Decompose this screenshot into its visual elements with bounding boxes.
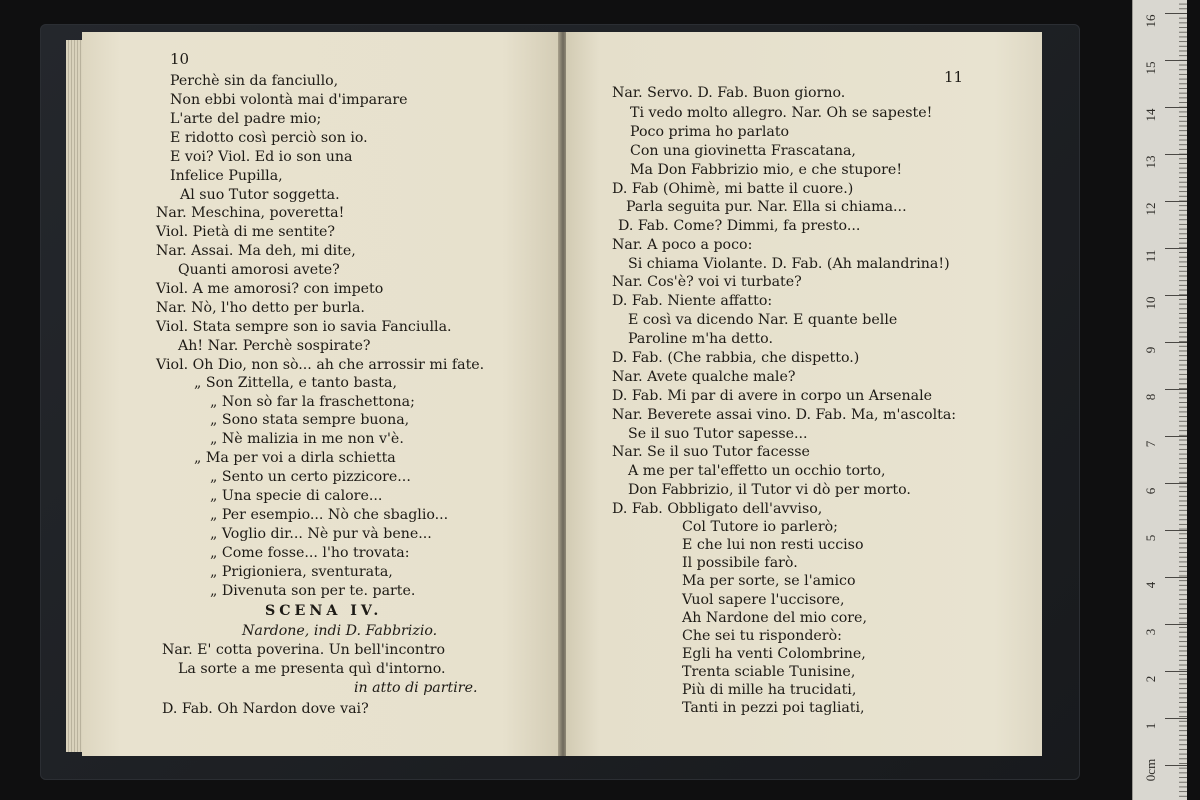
right-text-line: Egli ha venti Colombrine, [682,646,866,662]
ruler-number: 9 [1143,346,1158,354]
left-text-line: Viol. Oh Dio, non sò... ah che arrossir mi fate. [156,357,485,373]
right-text-line: D. Fab (Ohimè, mi batte il cuore.) [612,181,854,197]
ruler-number: 11 [1143,249,1158,263]
left-text-line: Al suo Tutor soggetta. [180,187,340,203]
left-text-line: E voi? Viol. Ed io son una [170,149,353,165]
right-page [566,32,1042,756]
left-text-line: „ Come fosse... l'ho trovata: [210,545,410,561]
right-text-line: Che sei tu risponderò: [682,628,842,644]
ruler-unit-label: 0cm [1143,758,1158,782]
left-text-line: Quanti amorosi avete? [178,262,340,278]
left-text-line: SCENA IV. [265,603,383,619]
left-text-line: E ridotto così perciò son io. [170,130,368,146]
ruler-number: 13 [1143,155,1158,169]
right-text-line: Ah Nardone del mio core, [682,610,867,626]
ruler-number: 10 [1143,296,1158,310]
left-text-line: Nar. E' cotta poverina. Un bell'incontro [162,642,446,658]
ruler-number: 8 [1143,393,1158,401]
right-page-number: 11 [944,68,964,86]
left-text-line: Infelice Pupilla, [170,168,283,184]
right-text-line: D. Fab. Obbligato dell'avviso, [612,501,823,517]
ruler-number: 1 [1143,722,1158,730]
right-text-line: Parla seguita pur. Nar. Ella si chiama... [626,199,907,215]
left-text-line: „ Divenuta son per te. parte. [210,583,416,599]
left-page-number: 10 [170,50,190,68]
left-text-line: „ Voglio dir... Nè pur và bene... [210,526,432,542]
ruler-number: 16 [1143,14,1158,28]
right-text-line: A me per tal'effetto un occhio torto, [628,463,886,479]
right-text-line: Ma Don Fabbrizio mio, e che stupore! [630,162,903,178]
right-text-line: Col Tutore io parlerò; [682,519,838,535]
left-text-line: Perchè sin da fanciullo, [170,73,339,89]
left-text-line: L'arte del padre mio; [170,111,322,127]
left-text-line: „ Non sò far la fraschettona; [210,394,415,410]
right-text-line: D. Fab. Mi par di avere in corpo un Arsenale [612,388,933,404]
left-text-line: D. Fab. Oh Nardon dove vai? [162,701,369,717]
ruler-number: 7 [1143,440,1158,448]
right-text-line: Vuol sapere l'uccisore, [682,592,845,608]
left-text-line: „ Sento un certo pizzicore... [210,469,411,485]
ruler-number: 12 [1143,202,1158,216]
left-text-line: Non ebbi volontà mai d'imparare [170,92,408,108]
right-text-line: Nar. A poco a poco: [612,237,753,253]
right-text-line: Con una giovinetta Frascatana, [630,143,856,159]
right-text-line: Paroline m'ha detto. [628,331,773,347]
left-text-line: „ Sono stata sempre buona, [210,412,410,428]
right-text-line: Trenta sciable Tunisine, [682,664,856,680]
right-text-line: Nar. Beverete assai vino. D. Fab. Ma, m'ascolta: [612,407,957,423]
left-text-line: „ Una specie di calore... [210,488,383,504]
right-text-line: Nar. Se il suo Tutor facesse [612,444,810,460]
right-text-line: E che lui non resti ucciso [682,537,864,553]
right-text-line: Ma per sorte, se l'amico [682,573,856,589]
left-text-line: „ Nè malizia in me non v'è. [210,431,404,447]
right-text-line: E così va dicendo Nar. E quante belle [628,312,898,328]
right-text-line: D. Fab. Come? Dimmi, fa presto... [618,218,861,234]
left-text-line: Nar. Nò, l'ho detto per burla. [156,300,365,316]
right-text-line: Nar. Avete qualche male? [612,369,796,385]
left-text-line: Nar. Meschina, poveretta! [156,205,345,221]
left-text-line: Nardone, indi D. Fabbrizio. [242,623,438,639]
right-text-line: Più di mille ha trucidati, [682,682,857,698]
right-text-line: D. Fab. (Che rabbia, che dispetto.) [612,350,860,366]
right-text-line: Nar. Cos'è? voi vi turbate? [612,274,802,290]
ruler-number: 6 [1143,487,1158,495]
right-text-line: Il possibile farò. [682,555,798,571]
left-text-line: Nar. Assai. Ma deh, mi dite, [156,243,356,259]
measurement-ruler [1132,0,1187,800]
left-text-line: Viol. Stata sempre son io savia Fanciulla. [156,319,452,335]
ruler-number: 4 [1143,581,1158,589]
left-text-line: „ Per esempio... Nò che sbaglio... [210,507,449,523]
ruler-number: 15 [1143,61,1158,75]
left-text-line: Viol. A me amorosi? con impeto [156,281,384,297]
right-text-line: Poco prima ho parlato [630,124,790,140]
left-text-line: „ Ma per voi a dirla schietta [194,450,396,466]
right-text-line: Si chiama Violante. D. Fab. (Ah malandrina!) [628,256,950,272]
ruler-number: 2 [1143,675,1158,683]
ruler-number: 3 [1143,628,1158,636]
left-text-line: Ah! Nar. Perchè sospirate? [178,338,371,354]
left-page [82,32,560,756]
left-text-line: Viol. Pietà di me sentite? [156,224,336,240]
left-text-line: „ Prigioniera, sventurata, [210,564,393,580]
left-text-line: „ Son Zittella, e tanto basta, [194,375,397,391]
right-text-line: Don Fabbrizio, il Tutor vi dò per morto. [628,482,911,498]
ruler-number: 5 [1143,534,1158,542]
right-text-line: Se il suo Tutor sapesse... [628,426,808,442]
right-text-line: Nar. Servo. D. Fab. Buon giorno. [612,85,846,101]
ruler-ticks [1165,0,1187,800]
right-text-line: Tanti in pezzi poi tagliati, [682,700,865,716]
left-text-line: La sorte a me presenta quì d'intorno. [178,661,446,677]
right-text-line: Ti vedo molto allegro. Nar. Oh se sapeste! [630,105,933,121]
left-text-line: in atto di partire. [354,680,478,696]
right-text-line: D. Fab. Niente affatto: [612,293,773,309]
ruler-number: 14 [1143,108,1158,122]
